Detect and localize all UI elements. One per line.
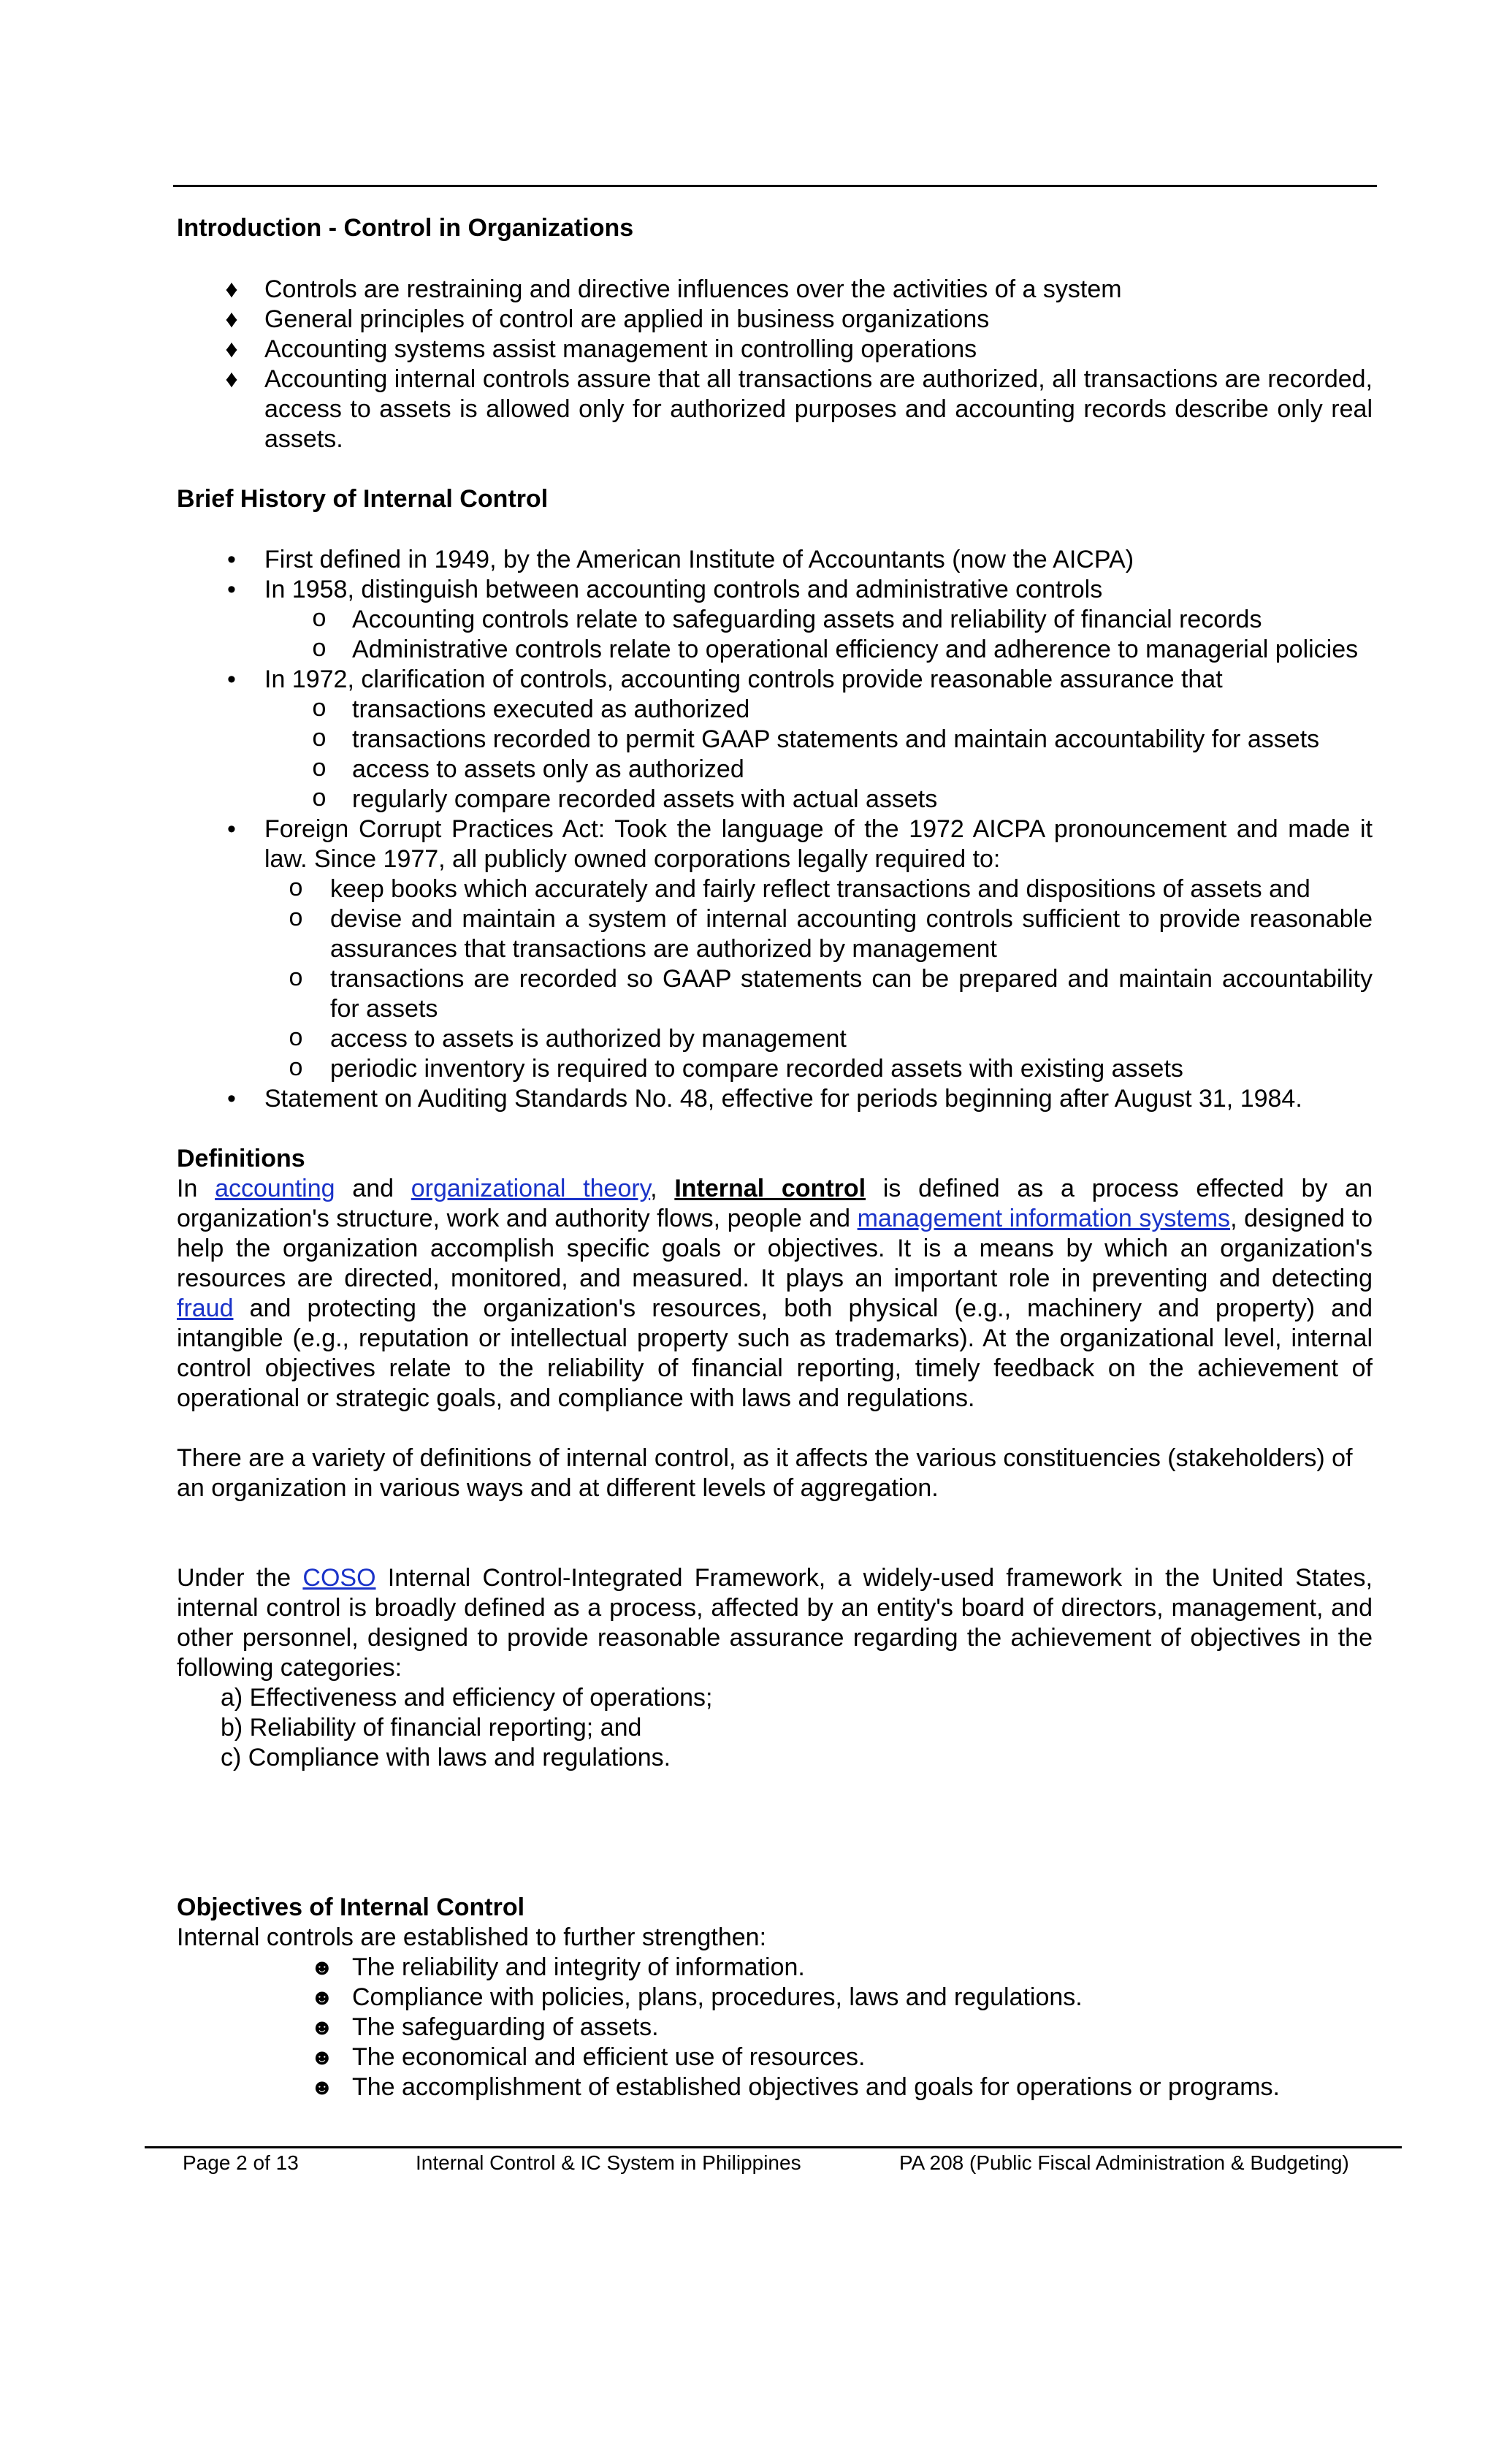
history-subitem: o transactions executed as authorized <box>177 695 1373 725</box>
history-subitem: o transactions are recorded so GAAP statements can be prepared and maintain accountability for assets <box>177 964 1373 1024</box>
circle-bullet-icon: o <box>289 1023 303 1051</box>
diamond-bullet-icon: ♦ <box>225 335 238 363</box>
footer-title: Internal Control & IC System in Philippines <box>416 2151 801 2174</box>
definitions-paragraph: In accounting and organizational theory, Internal control is defined as a process effected by an organization's structure, work and authority flows, people and management information systems, designed to help the organization accomplish specific goals or objectives. It is a means by which an organization's resources are directed, monitored, and measured. It plays an important role in preventing and detecting fraud and protecting the organization's resources, both physical (e.g., machinery and property) and intangible (e.g., reputation or intellectual property such as trademarks). At the organizational level, internal control objectives relate to the reliability of financial reporting, timely feedback on the achievement of operational or strategic goals, and compliance with laws and regulations. <box>177 1175 1373 1412</box>
objectives-list <box>177 1953 1373 2102</box>
footer-course: PA 208 (Public Fiscal Administration & Budgeting) <box>899 2151 1349 2174</box>
smiley-bullet-icon: ☻ <box>310 2045 334 2070</box>
category-item: c) Compliance with laws and regulations. <box>221 1744 671 1771</box>
circle-bullet-icon: o <box>289 1053 303 1081</box>
organizational-theory-link[interactable]: organizational theory <box>411 1175 651 1202</box>
history-heading: Brief History of Internal Control <box>177 485 549 513</box>
circle-bullet-icon: o <box>289 964 303 991</box>
objective-item: ☻ The accomplishment of established objectives and goals for operations or programs. <box>310 2073 1281 2101</box>
intro-list <box>177 275 1373 454</box>
objectives-heading: Objectives of Internal Control <box>177 1893 525 1921</box>
objective-item: ☻ The reliability and integrity of information. <box>310 1953 805 1981</box>
header-rule <box>173 185 1377 187</box>
smiley-bullet-icon: ☻ <box>310 1986 334 2010</box>
coso-categories <box>177 1683 1373 1773</box>
footer-page-number: Page 2 of 13 <box>183 2151 299 2174</box>
intro-item: ♦ General principles of control are applied in business organizations <box>177 305 1373 335</box>
smiley-bullet-icon: ☻ <box>310 2015 334 2040</box>
history-item: • Foreign Corrupt Practices Act: Took the language of the 1972 AICPA pronouncement and made it law. Since 1977, all publicly owned corporations legally required to: <box>177 815 1373 874</box>
coso-paragraph: Under the COSO Internal Control-Integrated Framework, a widely-used framework in the United States, internal control is broadly defined as a process, affected by an entity's board of directors, management, and other personnel, designed to provide reasonable assurance regarding the achievement of objectives in the following categories: <box>177 1564 1373 1682</box>
history-subitem: o keep books which accurately and fairly reflect transactions and dispositions of assets and <box>177 874 1373 904</box>
diamond-bullet-icon: ♦ <box>225 275 238 303</box>
round-bullet-icon: • <box>227 665 236 693</box>
round-bullet-icon: • <box>227 546 236 573</box>
round-bullet-icon: • <box>227 1085 236 1113</box>
intro-item: ♦ Accounting internal controls assure that all transactions are authorized, all transactions are recorded, access to assets is allowed only for authorized purposes and accounting records describe only real assets. <box>177 365 1373 454</box>
fraud-link[interactable]: fraud <box>177 1294 234 1322</box>
history-list <box>177 545 1373 1114</box>
history-item: • In 1958, distinguish between accounting controls and administrative controls <box>177 575 1373 605</box>
history-subitem: o access to assets is authorized by management <box>177 1024 1373 1054</box>
circle-bullet-icon: o <box>312 724 327 752</box>
history-subitem: o Accounting controls relate to safeguarding assets and reliability of financial records <box>177 605 1373 635</box>
objective-item: ☻ The economical and efficient use of resources. <box>310 2043 866 2071</box>
diamond-bullet-icon: ♦ <box>225 365 238 393</box>
smiley-bullet-icon: ☻ <box>310 1956 334 1980</box>
category-item: a) Effectiveness and efficiency of operations; <box>221 1684 713 1712</box>
history-item: • Statement on Auditing Standards No. 48, effective for periods beginning after August 31, 1984. <box>177 1084 1373 1114</box>
circle-bullet-icon: o <box>289 904 303 931</box>
definitions-variety-paragraph: There are a variety of definitions of internal control, as it affects the various constituencies (stakeholders) of an organization in various ways and at different levels of aggregation. <box>177 1444 1353 1502</box>
smiley-bullet-icon: ☻ <box>310 2075 334 2099</box>
circle-bullet-icon: o <box>312 754 327 782</box>
circle-bullet-icon: o <box>289 874 303 901</box>
history-item: • First defined in 1949, by the American Institute of Accountants (now the AICPA) <box>177 545 1373 575</box>
history-item: • In 1972, clarification of controls, accounting controls provide reasonable assurance that <box>177 665 1373 695</box>
mis-link[interactable]: management information systems <box>857 1205 1231 1232</box>
definitions-heading: Definitions <box>177 1145 305 1172</box>
circle-bullet-icon: o <box>312 784 327 812</box>
circle-bullet-icon: o <box>312 634 327 662</box>
category-item: b) Reliability of financial reporting; and <box>221 1714 642 1742</box>
history-subitem: o periodic inventory is required to compare recorded assets with existing assets <box>177 1054 1373 1084</box>
internal-control-term: Internal control <box>674 1175 866 1202</box>
circle-bullet-icon: o <box>312 694 327 722</box>
footer-rule <box>145 2146 1402 2148</box>
history-subitem: o transactions recorded to permit GAAP statements and maintain accountability for assets <box>177 725 1373 755</box>
accounting-link[interactable]: accounting <box>215 1175 335 1202</box>
intro-item: ♦ Controls are restraining and directive influences over the activities of a system <box>177 275 1373 305</box>
coso-link[interactable]: COSO <box>302 1564 376 1592</box>
circle-bullet-icon: o <box>312 604 327 632</box>
round-bullet-icon: • <box>227 576 236 603</box>
intro-item: ♦ Accounting systems assist management in controlling operations <box>177 335 1373 365</box>
history-subitem: o regularly compare recorded assets with actual assets <box>177 785 1373 815</box>
page-content <box>177 205 1373 2102</box>
objective-item: ☻ The safeguarding of assets. <box>310 2013 659 2041</box>
diamond-bullet-icon: ♦ <box>225 305 238 333</box>
objective-item: ☻ Compliance with policies, plans, procedures, laws and regulations. <box>310 1983 1083 2011</box>
history-subitem: o Administrative controls relate to operational efficiency and adherence to managerial policies <box>177 635 1373 665</box>
intro-heading: Introduction - Control in Organizations <box>177 214 634 242</box>
round-bullet-icon: • <box>227 815 236 843</box>
history-subitem: o access to assets only as authorized <box>177 755 1373 785</box>
history-subitem: o devise and maintain a system of internal accounting controls sufficient to provide reasonable assurances that transactions are authorized by management <box>177 904 1373 964</box>
objectives-intro: Internal controls are established to further strengthen: <box>177 1923 767 1951</box>
